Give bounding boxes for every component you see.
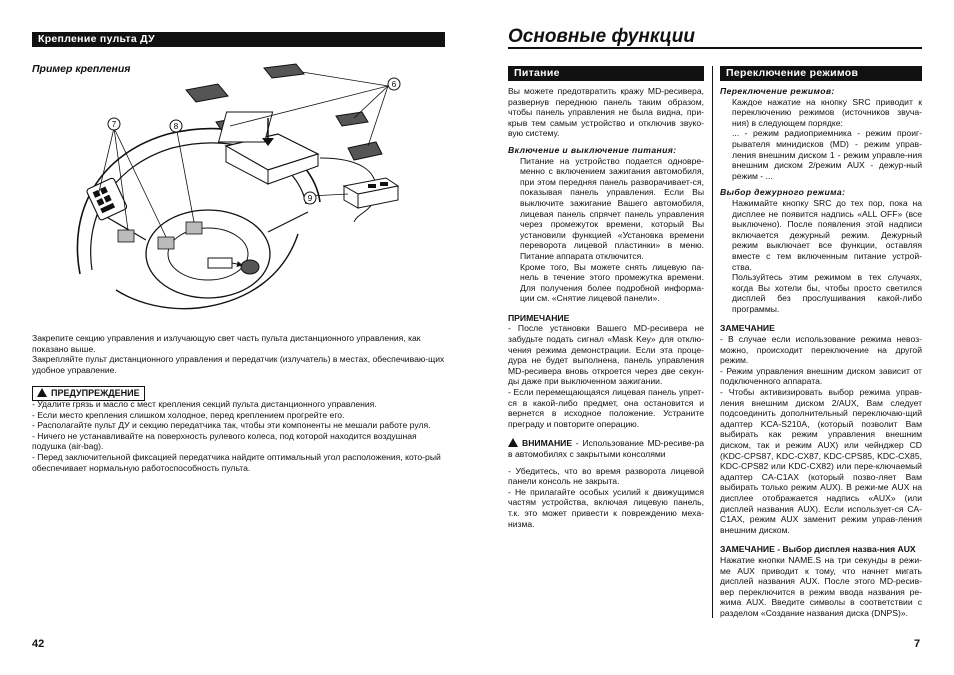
- modes-header: Переключение режимов: [720, 66, 922, 81]
- page-title: Основные функции: [508, 26, 695, 47]
- right-page-number: 7: [914, 638, 921, 650]
- caution-icon: [508, 438, 518, 447]
- warning-item: - Перед заключительной фиксацией передатчика найдите оптимальный угол расположения, кото-рый обеспечивает нормальную работоспособность пульта.: [32, 451, 441, 473]
- modes-switch-order: ... - режим радиоприемника - режим проиг-рывателя минидисков (MD) - режим управ-ления внешним диском 1 - режим управле-ния внешним диском 2/режим AUX - дежур-ный режим - ...: [732, 128, 922, 181]
- wheel-spoke-right: [268, 212, 308, 232]
- wheel-hub-inner: [168, 228, 248, 280]
- power-caution: [508, 438, 704, 459]
- callout-8-label: 8: [173, 122, 179, 131]
- power-onoff-text2: Кроме того, Вы можете снять лицевую па-нель в течение этого промежутка времени. Для получения более подробной информа-ции см. «Снятие лицевой панели».: [520, 261, 704, 304]
- modes-note-text3: - Чтобы активизировать выбор режима управ-ления внешним диском 2/AUX, Вам следует подсоединить дополнительный переключаю-щий адаптер KCA-S210A, (который позволит Вам выбирать как режим управления внешним диском, так и режим AUX) или чейнджер CD (KDC-CPS87, KDC-CX87, KDC-CPS85, KDC-CX85, KDC-CPS82 или KDC-CX82) или пере-ключаемый адаптер CA-C1AX (который позво-ляет Вам выбирать только режим AUX). В режи-ме AUX на дисплее отображается надпись «AUX» (или дисплей названия AUX). Если использует-ся CA-C1AX, режим AUX заменит режим управ-ления внешним диском.: [720, 387, 922, 535]
- modes-standby-heading: Выбор дежурного режима:: [720, 187, 846, 198]
- caution-item: - Убедитесь, что во время разворота лицевой панели консоль не закрыта.: [508, 465, 704, 487]
- wheel-hub: [146, 210, 270, 298]
- modes-note-heading: ЗАМЕЧАНИЕ: [720, 323, 775, 334]
- instruction-paragraph: Закрепите секцию управления и излучающую свет часть пульта дистанционного управления, как показано выше.: [32, 333, 421, 354]
- modes-standby-text: Нажимайте кнопку SRC до тех пор, пока на дисплее не появится надпись «ALL OFF» (все выключено). После появления этой надписи включается дежурный режим. Дежурный режим выключает все функции, оставляя вместе с тем включенным питание устрой-ства.: [732, 197, 922, 272]
- caution-text: - Использование MD-ресиве-ра в автомобилях с закрытыми консолями: [508, 438, 704, 459]
- warning-item: - Если место крепления слишком холодное, перед креплением прогрейте его.: [32, 409, 345, 420]
- power-intro: Вы можете предотвратить кражу MD-ресивера, развернув переднюю панель таким образом, чтобы панель управления не была видна, при-крыв тем самым устройство и отключив звуко-вую систему.: [508, 86, 704, 139]
- left-section-header: Крепление пульта ДУ: [32, 32, 445, 47]
- warning-label: ПРЕДУПРЕЖДЕНИЕ: [51, 388, 140, 398]
- left-page-number: 42: [32, 638, 45, 650]
- warning-list: [32, 399, 445, 473]
- instruction-paragraph: Закрепляйте пульт дистанционного управления и передатчик (излучатель) в местах, обеспечиваю-щих удобное управление.: [32, 354, 445, 375]
- receiver-panel: [219, 112, 273, 142]
- transmitter-emitter: [241, 260, 259, 274]
- modes-standby-text2: Пользуйтесь этим режимом в тех случаях, когда Вы хотели бы, чтобы просто светился дисплей без прослушивания какой-либо программы.: [732, 272, 922, 314]
- modes-switch-heading: Переключение режимов:: [720, 86, 835, 96]
- modes-note-text2: - Режим управления внешним диском зависит от подключенного аппарата.: [720, 365, 922, 387]
- transmitter-body: [208, 258, 232, 268]
- modes-note2-text: Нажатие кнопки NAME.S на три секунды в режи-ме AUX приводит к тому, что начнет мигать дисплей названия AUX. После этого MD-ресив-вер переключится в режим ввода названия ре-жима AUX. Введите символы в соответствии с разделом «Создание названия диска (DNPS)».: [720, 554, 922, 618]
- power-note-text2: - Если перемещающаяся лицевая панель упрет-ся в какой-либо предмет, она остановится и вернется в исходное положение. Устраните преграду и повторите операцию.: [508, 387, 704, 429]
- warning-item: - Располагайте пульт ДУ и секцию передатчика так, чтобы эти компоненты не мешали работе руля.: [32, 420, 431, 431]
- power-onoff-heading: Включение и выключение питания:: [508, 144, 677, 155]
- power-note-heading: ПРИМЕЧАНИЕ: [508, 312, 570, 323]
- modes-note2-heading: ЗАМЕЧАНИЕ - Выбор дисплея назва-ния AUX: [720, 544, 916, 555]
- modes-column: [720, 86, 922, 619]
- title-rule: [508, 47, 922, 49]
- callout-6-label: 6: [391, 80, 397, 89]
- power-header: Питание: [508, 66, 704, 81]
- modes-switch-text: Каждое нажатие на кнопку SRC приводит к переключению режимов (источников звуча-ния) в следующем порядке:: [732, 96, 922, 128]
- power-onoff-text: Питание на устройство подается одновре-менно с включением зажигания автомобиля, при этом передняя панель разворачивает-ся, показывая панель управления. Если Вы выключите зажигание Вашего автомобиля, лицевая панель спрячет панель управления через промежуток времени, который Вы установили функцией «Установка времени переворота лицевой пластинки» в меню. Питание аппарата отключится.: [520, 155, 704, 261]
- callout-7-label: 7: [111, 120, 117, 129]
- warning-item: - Ничего не устанавливайте на поверхность рулевого колеса, под которой находится воздушная подушка (air-bag).: [32, 430, 417, 452]
- warning-item: - Удалите грязь и масло с мест крепления секций пульта дистанционного управления.: [32, 399, 377, 409]
- callout-9-label: 9: [307, 194, 313, 203]
- modes-note-text: - В случае если использование режима невоз-можно, происходит переключение на другой режим.: [720, 334, 922, 366]
- mounting-illustration: [58, 62, 418, 320]
- example-subheading: Пример крепления: [32, 63, 131, 75]
- caution-item: - Не прилагайте особых усилий к движущимся частям устройства, включая лицевую панель, т.к. это может привести к повреждению меха-низма.: [508, 486, 704, 529]
- caution-label: ВНИМАНИЕ: [522, 438, 573, 449]
- warning-icon: [37, 388, 47, 397]
- left-instructions: [32, 333, 445, 375]
- column-divider: [712, 66, 713, 618]
- power-column: [508, 86, 704, 529]
- power-note-text: - После установки Вашего MD-ресивера не забудьте подать сигнал «Mask Key» для отклю-чения режима демонстрации. Если эта проце-дура не будет выполнена, панель управления MD-ресивера вновь откроется через две секун-ды даже при выключенном зажигании.: [508, 323, 704, 387]
